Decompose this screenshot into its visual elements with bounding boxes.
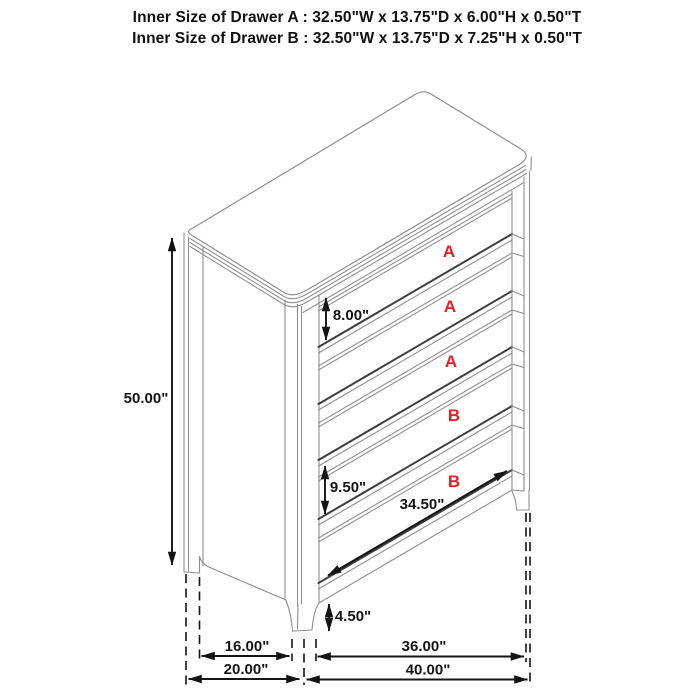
rail-end-cap — [512, 347, 524, 368]
dim-front-overall-width: 40.00" — [405, 661, 451, 679]
dim-side-inner-depth: 16.00" — [224, 638, 270, 655]
front-left-leg — [286, 600, 319, 631]
dim-leg-height: 4.50" — [334, 608, 372, 625]
drawer-label-a3: A — [444, 352, 458, 371]
rail-end-cap — [512, 291, 524, 314]
drawer-b-inner-size-text: Inner Size of Drawer B : 32.50"W x 13.75"D x 7.25"H x 0.50"T — [132, 30, 582, 47]
extension-lines — [186, 513, 530, 685]
drawer-label-a2: A — [443, 297, 457, 316]
dim-overall-height: 50.00" — [123, 390, 169, 407]
chest-right-side — [524, 171, 530, 490]
drawer-label-b1: B — [447, 406, 461, 425]
drawer-label-b2: B — [447, 472, 461, 491]
dim-drawer-b-height: 9.50" — [329, 479, 367, 496]
rail-end-cap — [512, 406, 524, 429]
drawer-a-inner-size-text: Inner Size of Drawer A : 32.50"W x 13.75"D x 6.00"H x 0.50"T — [132, 9, 582, 26]
drawer-label-a1: A — [442, 242, 456, 261]
chest-top — [189, 92, 532, 307]
rail-end-cap — [512, 234, 524, 257]
front-right-leg — [512, 490, 529, 510]
dim-side-overall-depth: 20.00" — [223, 661, 269, 678]
base-end-cap — [512, 470, 524, 491]
dim-front-inner-width: 36.00" — [401, 638, 447, 655]
dim-drawer-face-width: 34.50" — [399, 496, 445, 513]
dim-drawer-a-height: 8.00" — [332, 307, 370, 324]
